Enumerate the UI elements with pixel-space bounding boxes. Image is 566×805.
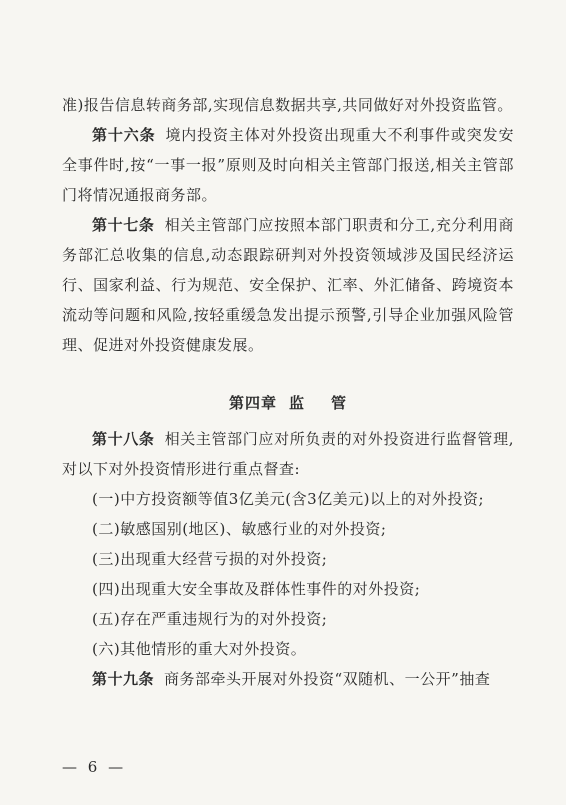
article-number: 第十七条	[92, 216, 155, 234]
chapter-number: 第四章	[228, 394, 277, 412]
article-text: 境内投资主体对外投资出现重大不利事件或突发安全事件时,按“一事一报”原则及时向相关主管部门报送,相关主管部门将情况通报商务部。	[62, 126, 514, 204]
article-19	[62, 664, 514, 694]
document-body	[62, 90, 514, 694]
list-item: (一)中方投资额等值3亿美元(含3亿美元)以上的对外投资;	[92, 490, 485, 508]
list-item: (三)出现重大经营亏损的对外投资;	[92, 550, 328, 568]
list-item: (六)其他情形的重大对外投资。	[92, 640, 307, 658]
article-17	[62, 210, 514, 360]
page-number: — 6 —	[62, 758, 127, 776]
list-item: (二)敏感国别(地区)、敏感行业的对外投资;	[92, 520, 387, 538]
article-16	[62, 120, 514, 210]
paragraph-continuation: 准)报告信息转商务部,实现信息数据共享,共同做好对外投资监管。	[62, 96, 513, 114]
article-18	[62, 424, 514, 484]
list-item: (五)存在严重违规行为的对外投资;	[92, 610, 328, 628]
list-item: (四)出现重大安全事故及群体性事件的对外投资;	[92, 580, 421, 598]
chapter-heading	[62, 388, 514, 418]
article-number: 第十六条	[92, 126, 156, 144]
article-text: 相关主管部门应按照本部门职责和分工,充分利用商务部汇总收集的信息,动态跟踪研判对外投资领域涉及国民经济运行、国家利益、行为规范、安全保护、汇率、外汇储备、跨境资本流动等问题和风险,按轻重缓急发出提示预警,引导企业加强风险管理、促进对外投资健康发展。	[62, 216, 514, 354]
article-number: 第十九条	[92, 670, 155, 688]
article-text: 相关主管部门应对所负责的对外投资进行监督管理,对以下对外投资情形进行重点督查:	[62, 430, 514, 478]
article-number: 第十八条	[92, 430, 155, 448]
chapter-title-part: 管	[331, 394, 348, 412]
article-text: 商务部牵头开展对外投资“双随机、一公开”抽查	[164, 670, 491, 688]
chapter-title-part: 监	[288, 394, 305, 412]
